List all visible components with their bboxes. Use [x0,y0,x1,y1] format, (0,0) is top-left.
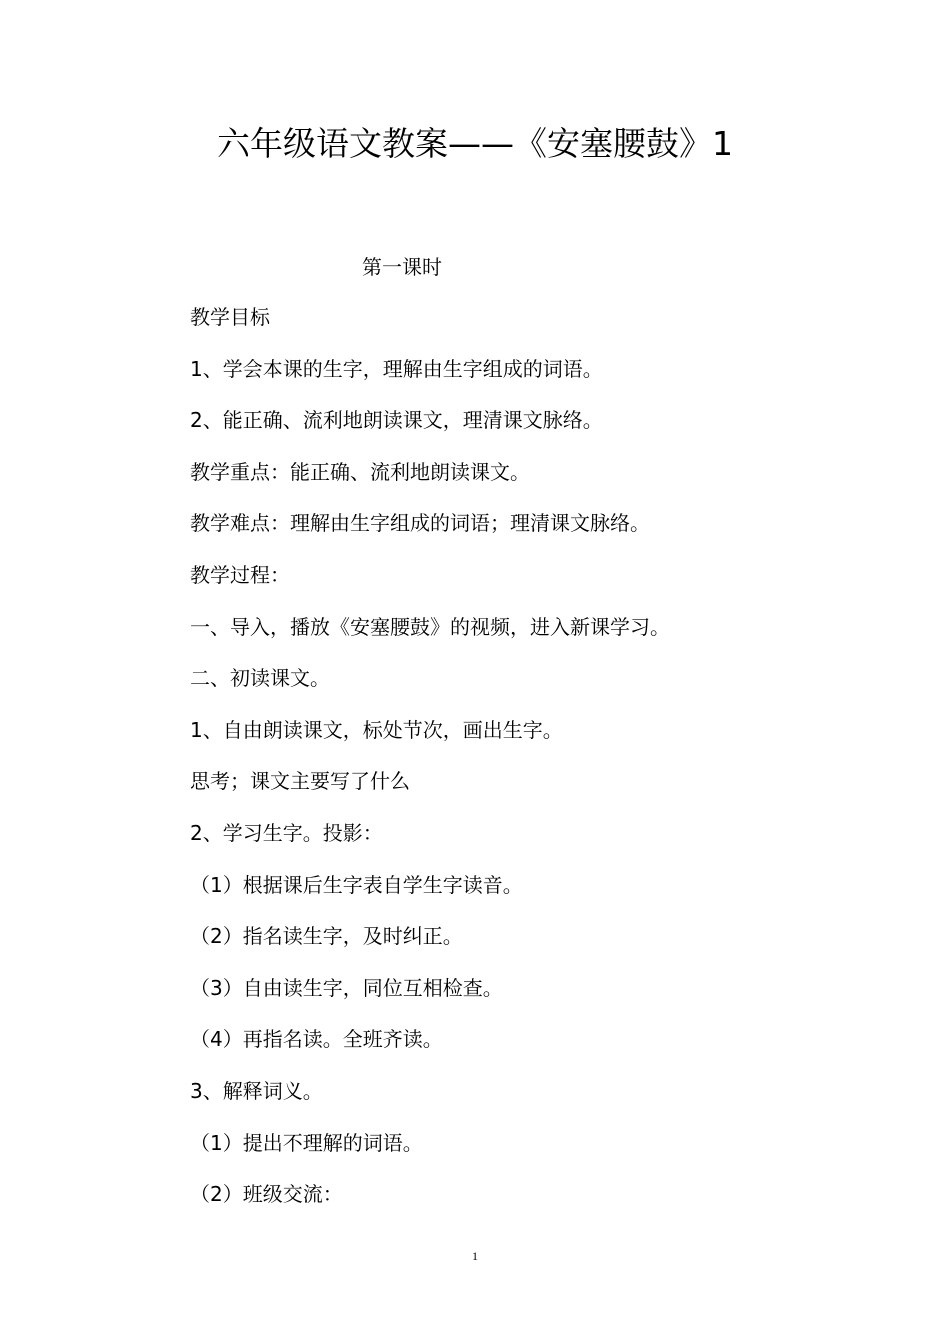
document-title: 六年级语文教案——《安塞腰鼓》1 [217,124,733,163]
document-body [190,302,790,1231]
text-line: （1）提出不理解的词语。 [190,1130,423,1155]
text-line: 3、解释词义。 [190,1078,323,1103]
text-line: 教学难点：理解由生字组成的词语；理清课文脉络。 [190,511,650,536]
text-line: 2、学习生字。投影： [190,820,383,845]
text-line: （2）指名读生字，及时纠正。 [190,924,463,949]
text-line: （2）班级交流： [190,1182,343,1207]
text-line: 2、能正确、流利地朗读课文，理清课文脉络。 [190,408,603,433]
text-line: （1）根据课后生字表自学生字读音。 [190,872,523,897]
text-line: 一、导入，播放《安塞腰鼓》的视频，进入新课学习。 [190,614,670,639]
page-number: 1 [472,1249,478,1263]
text-line: （3）自由读生字，同位互相检查。 [190,975,503,1000]
lesson-heading: 第一课时 [362,255,442,279]
text-line: 教学重点：能正确、流利地朗读课文。 [190,459,530,484]
text-line: （4）再指名读。全班齐读。 [190,1027,443,1052]
text-line: 1、自由朗读课文，标处节次，画出生字。 [190,717,563,742]
text-line: 思考；课文主要写了什么 [190,769,410,794]
text-line: 教学过程： [190,562,290,587]
text-line: 二、初读课文。 [190,666,330,691]
text-line: 1、学会本课的生字，理解由生字组成的词语。 [190,356,603,381]
text-line: 教学目标 [190,305,270,329]
